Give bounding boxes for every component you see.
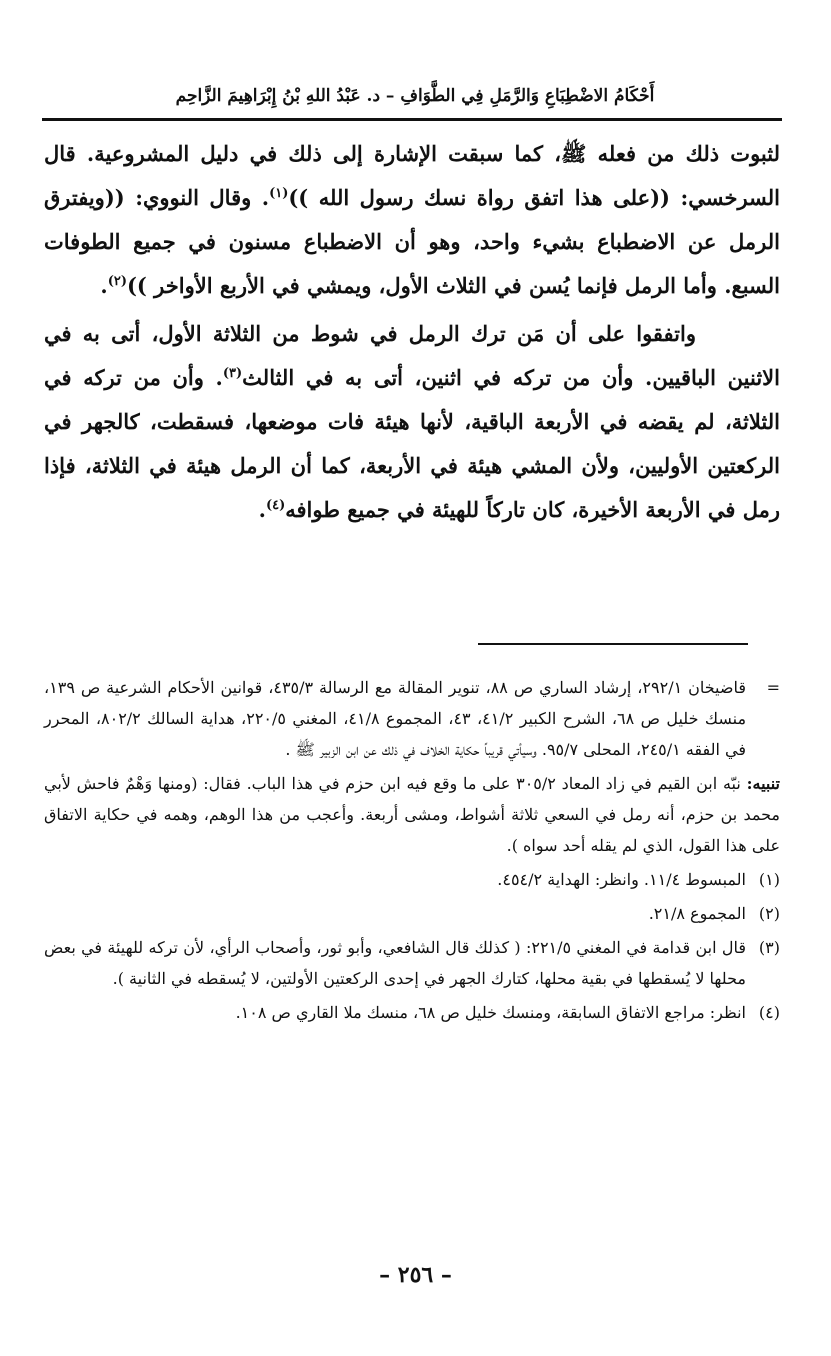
paragraph-1-text: لثبوت ذلك من فعله ﷺ، كما سبقت الإشارة إلى ذلك في دليل المشروعية. قال السرخسي: ((على هذا اتفق رواة نسك رسول الله )) xyxy=(44,141,780,210)
footnote-2 xyxy=(44,898,780,929)
footnote-ref-3[interactable]: (٣) xyxy=(222,366,243,381)
footnote-continuation-text: قاضيخان ٢٩٢/١، إرشاد الساري ص ٨٨، تنوير المقالة مع الرسالة ٤٣٥/٣، قوانين الأحكام الشرعية ص ١٣٩، منسك خليل ص ٦٨، الشرح الكبير ٤١/٢، ٤٣، المجموع ٤١/٨، المغني ٢٢٠/٥، هداية السالك ٨٠٢/٢، المحرر في الفقه ٢٤٥/١، المحلى ٩٥/٧. وسيأتي قريباً حكاية الخلاف في ذلك عن ابن الزبير ﷺ . xyxy=(44,678,747,759)
paragraph-2-continued: . وأن من تركه في الثلاثة، لم يقضه في الأربعة الباقية، لأنها هيئة فات موضعها، فسقطت، كالجهر في الركعتين الأوليين، ولأن المشي هيئة في الأربعة، كما أن الرمل هيئة في الثلاثة، فإذا رمل في الأربعة الأخيرة، كان تاركاً للهيئة في جميع طوافه xyxy=(44,365,780,522)
footnote-ref-2[interactable]: (٢) xyxy=(107,274,127,289)
footnote-3-text: قال ابن قدامة في المغني ٢٢١/٥: ( كذلك قال الشافعي، وأبو ثور، وأصحاب الرأي، لأن تركه للهيئة في بعض محلها لا يُسقطها في بقية محلها، كتارك الجهر في إحدى الركعتين الأولتين، لا يُسقطه في الثانية ). xyxy=(44,938,747,988)
paragraph-2-text: واتفقوا على أن مَن ترك الرمل في شوط من الثلاثة الأول، أتى به في الاثنين الباقيين. وأن من تركه في اثنين، أتى به في الثالث xyxy=(44,321,780,390)
paragraph-2 xyxy=(44,312,780,532)
footnote-1-mark: (١) xyxy=(758,870,780,889)
footnote-3 xyxy=(44,932,780,994)
footnote-1 xyxy=(44,864,780,895)
continuation-mark: = xyxy=(766,678,780,697)
footnote-ref-4[interactable]: (٤) xyxy=(265,498,286,513)
footnote-continuation xyxy=(44,672,780,765)
footnote-ref-1[interactable]: (١) xyxy=(269,186,289,201)
footnote-4-mark: (٤) xyxy=(758,1003,780,1022)
paragraph-1 xyxy=(44,132,780,308)
footnote-2-text: المجموع ٢١/٨. xyxy=(648,904,746,923)
paragraph-2-end: . xyxy=(258,497,266,522)
footnote-notice xyxy=(44,768,780,861)
notice-label: تنبيه: xyxy=(746,774,780,793)
footnotes xyxy=(44,672,780,1031)
paragraph-1-end: . xyxy=(100,273,108,298)
header-rule xyxy=(42,118,782,121)
running-header: أَحْكَامُ الاضْطِبَاعِ وَالرَّمَلِ فِي الطَّوَافِ – د. عَبْدُ اللهِ بْنُ إِبْرَاهِيمَ الزَّاحِم xyxy=(175,86,655,106)
notice-text: نبّه ابن القيم في زاد المعاد ٣٠٥/٢ على ما وقع فيه ابن حزم في هذا الباب. فقال: (ومنها وَهْمٌ فاحش لأبي محمد بن حزم، أنه رمل في السعي ثلاثة أشواط، ومشى أربعة. وأعجب من هذا الوهم، وهمه في حكاية الاتفاق على هذا القول، الذي لم يقله أحد سواه ). xyxy=(44,774,780,855)
footnote-4-text: انظر: مراجع الاتفاق السابقة، ومنسك خليل ص ٦٨، منسك ملا القاري ص ١٠٨. xyxy=(235,1003,746,1022)
footnote-separator xyxy=(478,643,748,645)
main-text xyxy=(44,132,780,532)
footnote-2-mark: (٢) xyxy=(758,904,780,923)
footnote-1-text: المبسوط ١١/٤. وانظر: الهداية ٤٥٤/٢. xyxy=(497,870,746,889)
footnote-3-mark: (٣) xyxy=(758,938,780,957)
page-number: – ٢٥٦ – xyxy=(379,1262,452,1288)
paragraph-1-continued: . وقال النووي: ((ويفترق الرمل عن الاضطباع بشيء واحد، وهو أن الاضطباع مسنون في جميع الطوفات السبع. وأما الرمل فإنما يُسن في الثلاث الأول، ويمشي في الأربع الأواخر )) xyxy=(44,185,780,298)
footnote-4 xyxy=(44,997,780,1028)
